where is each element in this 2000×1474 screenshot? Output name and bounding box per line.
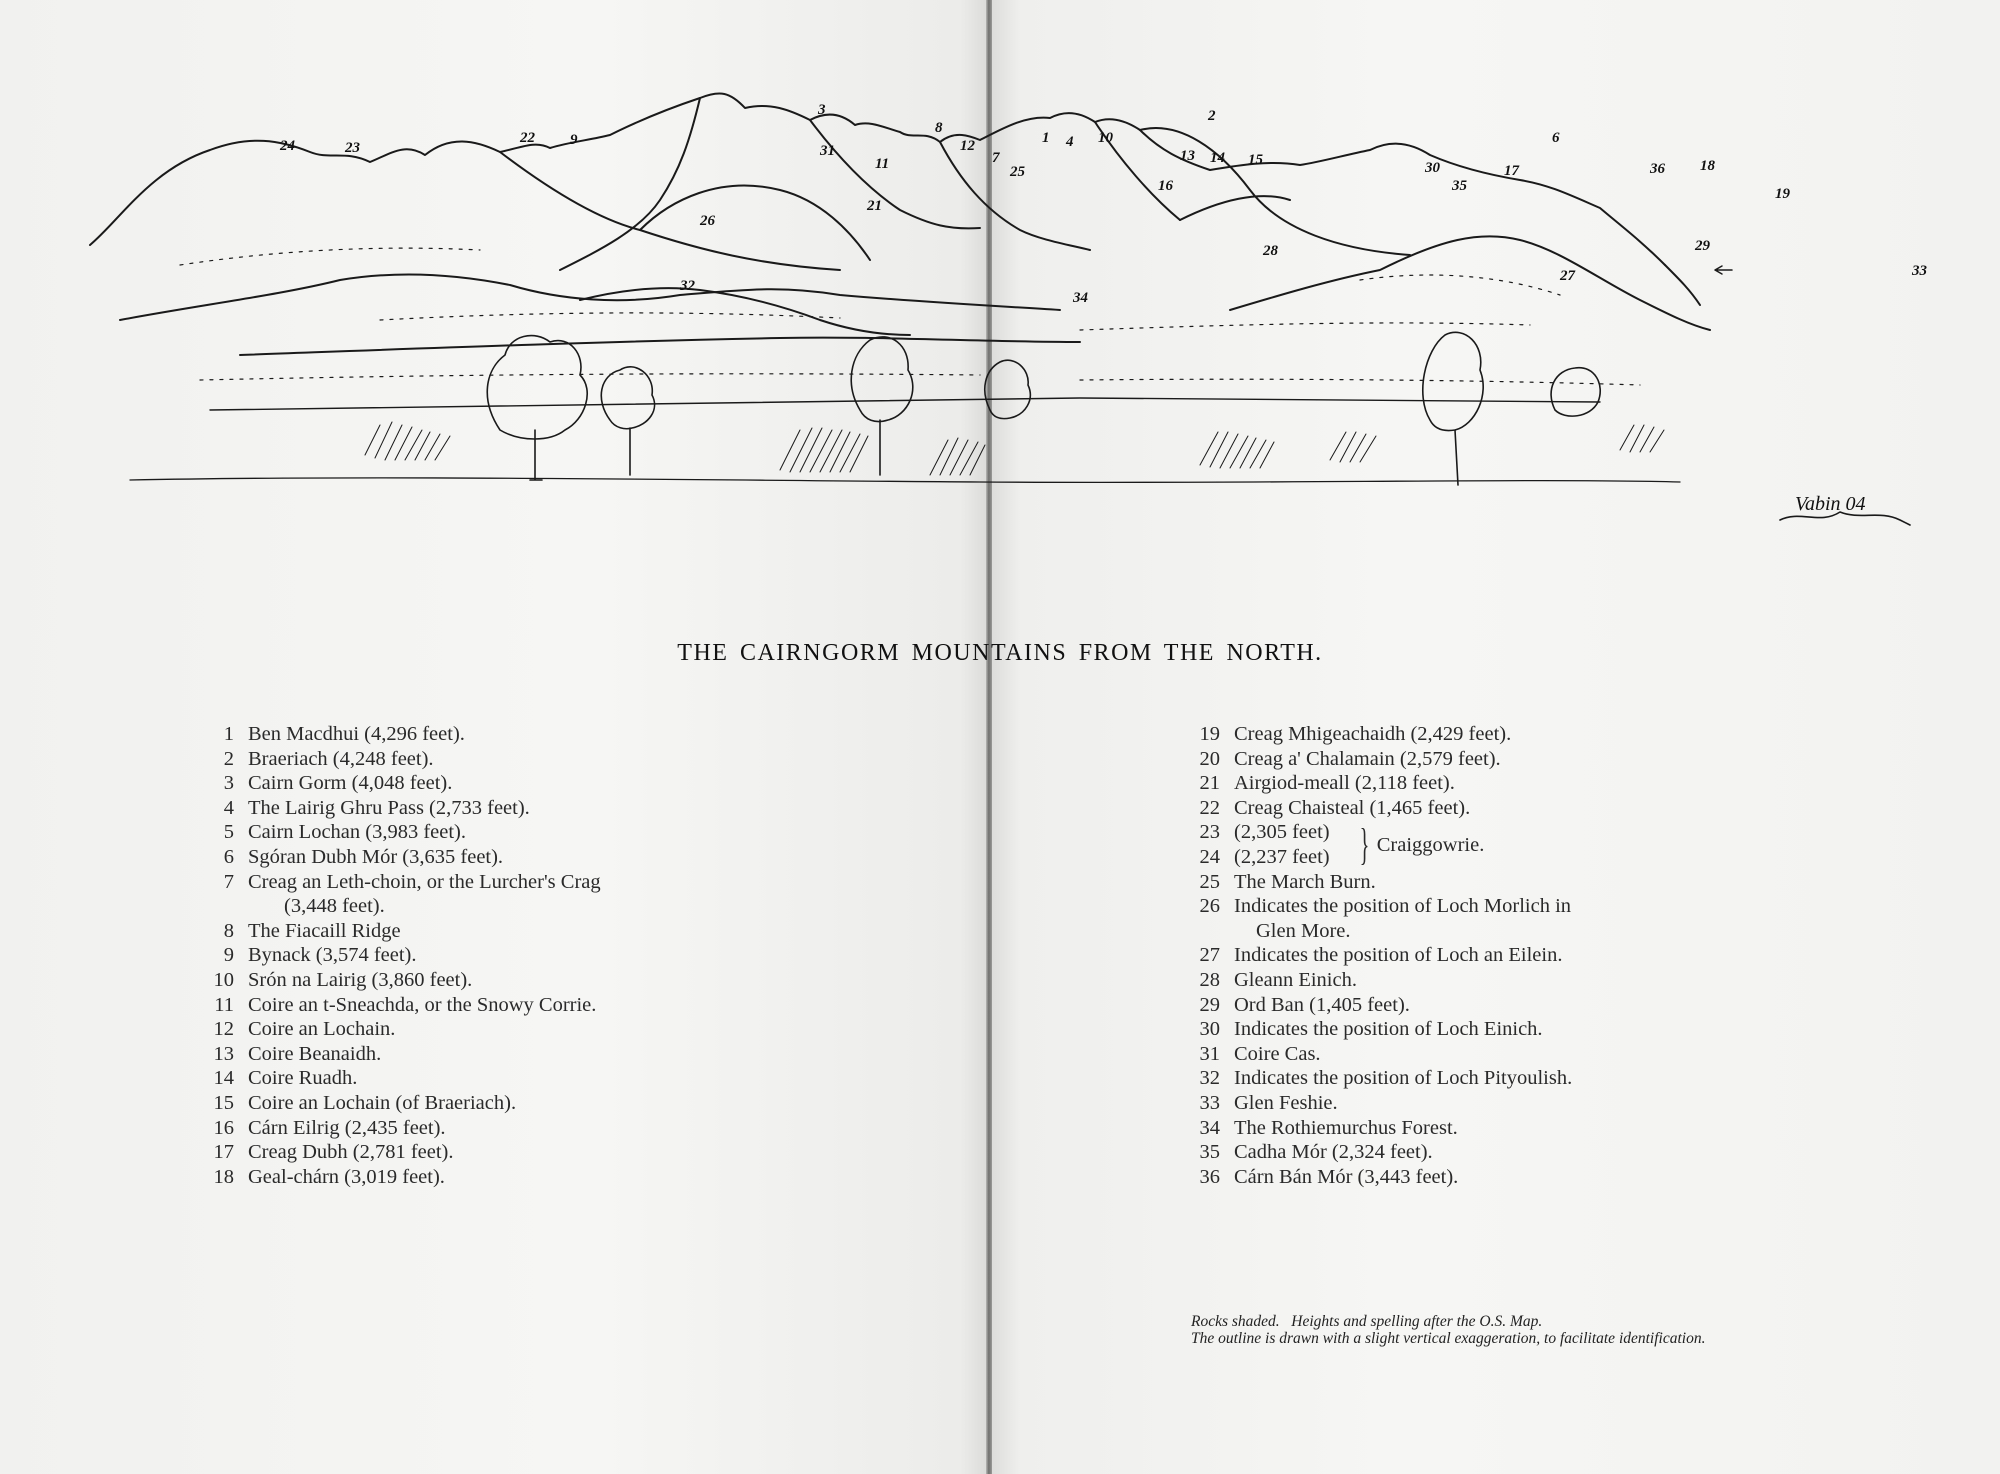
- legend-item-craiggowrie: [1186, 820, 1826, 869]
- legend-number: 22: [1199, 796, 1220, 819]
- legend-number: 6: [223, 845, 234, 868]
- legend-item: [198, 943, 898, 968]
- legend-item: [198, 968, 898, 993]
- legend-number: 27: [1199, 944, 1220, 967]
- sketch-label-17: 17: [1504, 163, 1519, 179]
- legend-text: Indicates the position of Loch Einich.: [1234, 1018, 1543, 1041]
- legend-item: [1186, 747, 1826, 772]
- legend-text: Coire Cas.: [1234, 1042, 1321, 1065]
- legend-item: [1186, 894, 1826, 919]
- legend-item: [1186, 870, 1826, 895]
- legend-item: [198, 1042, 898, 1067]
- legend-text: The Rothiemurchus Forest.: [1234, 1116, 1458, 1139]
- sketch-label-19: 19: [1775, 186, 1790, 202]
- legend-text: Srón na Lairig (3,860 feet).: [248, 968, 473, 991]
- legend-item: [198, 919, 898, 944]
- legend-number: 15: [213, 1091, 234, 1114]
- legend-text: Coire an Lochain.: [248, 1018, 396, 1041]
- artist-signature: Vabin 04: [1795, 493, 1866, 515]
- legend-text-continuation: (3,448 feet).: [284, 895, 385, 918]
- legend-text: Geal-chárn (3,019 feet).: [248, 1165, 445, 1188]
- legend-text: Sgóran Dubh Mór (3,635 feet).: [248, 845, 504, 868]
- sketch-label-1: 1: [1042, 130, 1050, 146]
- footnotes: [1191, 1313, 1911, 1347]
- legend-number: 23: [1199, 821, 1220, 844]
- legend-text: Cárn Bán Mór (3,443 feet).: [1234, 1165, 1459, 1188]
- legend-text: Craiggowrie.: [1376, 833, 1485, 856]
- legend-number: 29: [1199, 993, 1220, 1016]
- legend-number: 13: [213, 1042, 234, 1065]
- legend-text: Creag Mhigeachaidh (2,429 feet).: [1234, 723, 1512, 745]
- legend-right-after: [1186, 870, 1826, 1190]
- legend-number: 31: [1199, 1042, 1220, 1065]
- sketch-label-26: 26: [700, 213, 715, 229]
- sketch-label-16: 16: [1158, 178, 1173, 194]
- legend-number: 16: [213, 1116, 234, 1139]
- sketch-label-10: 10: [1098, 130, 1113, 146]
- legend-number: 11: [214, 993, 234, 1016]
- legend-text: Ben Macdhui (4,296 feet).: [248, 723, 465, 745]
- sketch-label-33: 33: [1912, 263, 1927, 279]
- legend-item: [198, 870, 898, 895]
- sketch-label-31: 31: [820, 143, 835, 159]
- legend-item: [1186, 1017, 1826, 1042]
- legend-text: The March Burn.: [1234, 870, 1376, 893]
- legend-number: 19: [1199, 723, 1220, 745]
- legend-text: Braeriach (4,248 feet).: [248, 747, 434, 770]
- legend-text: Coire an Lochain (of Braeriach).: [248, 1091, 517, 1114]
- legend-number: 35: [1199, 1141, 1220, 1164]
- legend-text: Gleann Einich.: [1234, 968, 1357, 991]
- legend-item: [1186, 1116, 1826, 1141]
- legend-number: 34: [1199, 1116, 1220, 1139]
- sketch-label-9: 9: [570, 132, 578, 148]
- sketch-label-24: 24: [280, 138, 295, 154]
- legend-text: Creag Dubh (2,781 feet).: [248, 1141, 454, 1164]
- legend-text: Indicates the position of Loch Pityoulish.: [1234, 1067, 1573, 1090]
- legend-text: Cadha Mór (2,324 feet).: [1234, 1141, 1433, 1164]
- brace-symbol: }: [1359, 819, 1369, 869]
- legend-number: 18: [213, 1165, 234, 1188]
- legend-item: [198, 1066, 898, 1091]
- sketch-label-18: 18: [1700, 158, 1715, 174]
- legend-item: [198, 820, 898, 845]
- footnote-line-2: The outline is drawn with a slight vertical exaggeration, to facilitate identification.: [1191, 1330, 1706, 1347]
- legend-text: Ord Ban (1,405 feet).: [1234, 993, 1410, 1016]
- legend-item: [1186, 1140, 1826, 1165]
- legend-item: [198, 747, 898, 772]
- legend-item: [1186, 993, 1826, 1018]
- legend-item: [198, 1165, 898, 1190]
- legend-item: [1186, 1165, 1826, 1190]
- sketch-label-6: 6: [1552, 130, 1560, 146]
- sketch-label-22: 22: [520, 130, 535, 146]
- sketch-label-2: 2: [1208, 108, 1216, 124]
- sketch-label-32: 32: [680, 278, 695, 294]
- legend-number: 26: [1199, 895, 1220, 918]
- page-title: THE CAIRNGORM MOUNTAINS FROM THE NORTH.: [677, 640, 1323, 666]
- legend-text: Indicates the position of Loch an Eilein.: [1234, 944, 1563, 967]
- sketch-label-15: 15: [1248, 152, 1263, 168]
- legend-item: [1186, 796, 1826, 821]
- legend-number: 21: [1199, 772, 1220, 795]
- legend-text: Creag Chaisteal (1,465 feet).: [1234, 796, 1471, 819]
- legend-item: [198, 1116, 898, 1141]
- sketch-label-4: 4: [1066, 134, 1074, 150]
- legend-number: 20: [1199, 747, 1220, 770]
- legend-number: 30: [1199, 1018, 1220, 1041]
- legend-item: [198, 845, 898, 870]
- legend-text: Glen Feshie.: [1234, 1091, 1338, 1114]
- legend-number: 24: [1199, 845, 1220, 868]
- legend-number: 9: [223, 944, 234, 967]
- legend-text: Creag a' Chalamain (2,579 feet).: [1234, 747, 1501, 770]
- sketch-label-34: 34: [1073, 290, 1088, 306]
- sketch-label-21: 21: [867, 198, 882, 214]
- legend-item: [1186, 1042, 1826, 1067]
- legend-text-continuation: Glen More.: [1256, 919, 1351, 942]
- legend-number: 28: [1199, 968, 1220, 991]
- legend-item: [198, 722, 898, 747]
- legend-right-before: [1186, 722, 1826, 820]
- legend-number: 32: [1199, 1067, 1220, 1090]
- legend-text: Cairn Lochan (3,983 feet).: [248, 821, 467, 844]
- legend-number: 17: [213, 1141, 234, 1164]
- legend-item: [1186, 1066, 1826, 1091]
- legend-number: 36: [1199, 1165, 1220, 1188]
- legend-item: [1186, 943, 1826, 968]
- sketch-label-14: 14: [1210, 150, 1225, 166]
- legend-text: Coire Ruadh.: [248, 1067, 358, 1090]
- legend-item: [198, 993, 898, 1018]
- legend-item: [198, 1017, 898, 1042]
- legend-item: [1186, 1091, 1826, 1116]
- sketch-label-25: 25: [1010, 164, 1025, 180]
- legend-text: Cairn Gorm (4,048 feet).: [248, 772, 453, 795]
- legend-item: [198, 1140, 898, 1165]
- sketch-label-13: 13: [1180, 148, 1195, 164]
- legend-number: 25: [1199, 870, 1220, 893]
- legend-text: Creag an Leth-choin, or the Lurcher's Crag: [248, 870, 601, 893]
- legend-number: 3: [223, 772, 234, 795]
- mountain-panorama-sketch: [80, 80, 1927, 580]
- legend-number: 8: [223, 919, 234, 942]
- sketch-label-27: 27: [1560, 268, 1575, 284]
- legend-text: Bynack (3,574 feet).: [248, 944, 417, 967]
- legend-item: [198, 1091, 898, 1116]
- legend-number: 1: [223, 723, 234, 745]
- sketch-label-28: 28: [1263, 243, 1278, 259]
- legend-text: Coire Beanaidh.: [248, 1042, 382, 1065]
- legend-text: Airgiod-meall (2,118 feet).: [1234, 772, 1455, 795]
- legend-text: The Lairig Ghru Pass (2,733 feet).: [248, 796, 530, 819]
- legend-text: Indicates the position of Loch Morlich in: [1234, 895, 1572, 918]
- sketch-label-35: 35: [1452, 178, 1467, 194]
- legend-item: [1186, 968, 1826, 993]
- legend-number: 7: [223, 870, 234, 893]
- legend-height: (2,237 feet): [1234, 845, 1330, 868]
- legend-item: [198, 796, 898, 821]
- sketch-label-3: 3: [818, 102, 826, 118]
- sketch-label-12: 12: [960, 138, 975, 154]
- legend-text: Coire an t-Sneachda, or the Snowy Corrie.: [248, 993, 597, 1016]
- legend-right-column: [1186, 722, 1826, 1189]
- legend-left-column: [198, 722, 898, 1189]
- legend-height: (2,305 feet): [1234, 821, 1330, 844]
- legend-number: 14: [213, 1067, 234, 1090]
- sketch-label-7: 7: [992, 150, 1000, 166]
- legend-number: 2: [223, 747, 234, 770]
- legend-text: Cárn Eilrig (2,435 feet).: [248, 1116, 446, 1139]
- legend-item: [1186, 771, 1826, 796]
- sketch-label-36: 36: [1650, 161, 1665, 177]
- sketch-label-11: 11: [875, 156, 890, 172]
- legend-number: 12: [213, 1018, 234, 1041]
- legend-number: 5: [223, 821, 234, 844]
- legend-number: 4: [223, 796, 234, 819]
- legend-item: [1186, 722, 1826, 747]
- sketch-label-30: 30: [1425, 160, 1440, 176]
- sketch-label-23: 23: [345, 140, 360, 156]
- footnote-line-1: Rocks shaded. Heights and spelling after the O.S. Map.: [1191, 1313, 1543, 1330]
- sketch-label-8: 8: [935, 120, 943, 136]
- legend-number: 33: [1199, 1091, 1220, 1114]
- sketch-label-29: 29: [1695, 238, 1710, 254]
- legend-item: [198, 771, 898, 796]
- legend-text: The Fiacaill Ridge: [248, 919, 401, 942]
- legend-number: 10: [213, 968, 234, 991]
